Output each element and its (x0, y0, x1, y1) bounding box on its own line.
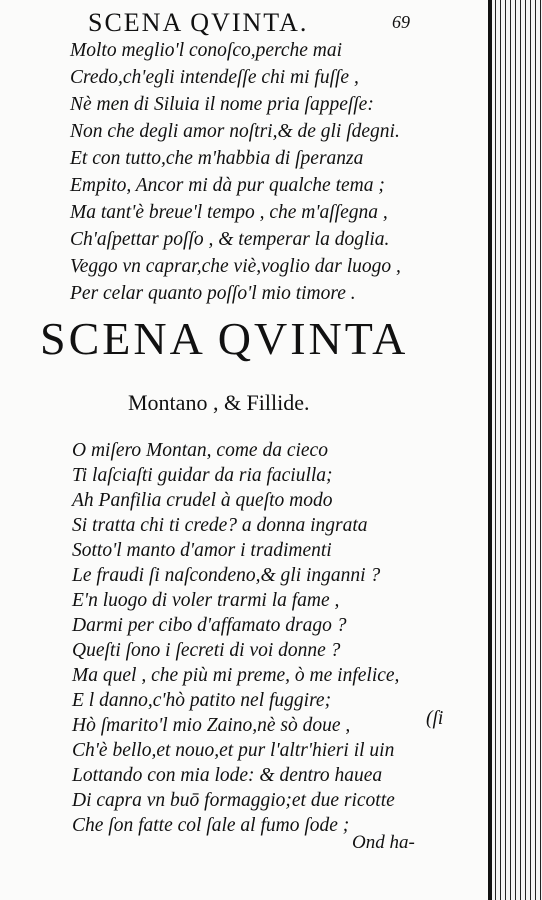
verse-line: Et con tutto,che m'habbia di ſperanza (70, 148, 364, 169)
verse-line: Lottando con mia lode: & dentro hauea (72, 765, 383, 786)
verse-line: Ti laſciaſti guidar da ria faciulla; (72, 465, 333, 486)
book-page-edge (488, 0, 542, 900)
verse-line: Non che degli amor noſtri,& de gli ſdegni. (70, 121, 400, 142)
verse-line: Ah Panfilia crudel à queſto modo (72, 490, 333, 511)
verse-line: Darmi per cibo d'affamato drago ? (72, 615, 347, 636)
verse-line: Ma tant'è breue'l tempo , che m'aſſegna , (70, 202, 388, 223)
speakers-line: Montano , & Fillide. (128, 390, 310, 415)
verse-line: O miſero Montan, come da cieco (72, 440, 328, 461)
verse-line: Queſti ſono i ſecreti di voi donne ? (72, 640, 341, 661)
turnover: (ſi (426, 708, 444, 729)
verse-line: Nè men di Siluia il nome pria ſappeſſe: (70, 94, 374, 115)
running-head: SCENA QVINTA. (88, 8, 309, 37)
verse-line: E l danno,c'hò patito nel fuggire; (72, 690, 332, 711)
verse-line: Per celar quanto poſſo'l mio timore . (70, 283, 356, 304)
page-number: 69 (392, 12, 410, 32)
verse-line: Si tratta chi ti crede? a donna ingrata (72, 515, 368, 536)
catchword: Ond ha- (352, 832, 415, 853)
verse-line: Di capra vn buō formaggio;et due ricotte (72, 790, 395, 811)
verse-line: Ma quel , che più mi preme, ò me infelice, (72, 665, 400, 686)
verse-line: Ch'è bello,et nouo,et pur l'altr'hieri il uin (72, 740, 395, 761)
verse-line: Le fraudi ſi naſcondeno,& gli inganni ? (72, 565, 381, 586)
verse-line: Empito, Ancor mi dà pur qualche tema ; (70, 175, 385, 196)
verse-line: Molto meglio'l conoſco,perche mai (70, 40, 343, 61)
verse-line: Credo,ch'egli intendeſſe chi mi fuſſe , (70, 67, 359, 88)
verse-line: Che ſon fatte col ſale al fumo ſode ; (72, 815, 350, 836)
verse-line: Sotto'l manto d'amor i tradimenti (72, 540, 332, 561)
verse-line: Ch'aſpettar poſſo , & temperar la doglia. (70, 229, 390, 250)
verse-line: Veggo vn caprar,che viè,voglio dar luogo , (70, 256, 401, 277)
verse-line: E'n luogo di voler trarmi la fame , (72, 590, 340, 611)
verse-line: Hò ſmarito'l mio Zaino,nè sò doue , (72, 715, 351, 736)
scene-title: SCENA QVINTA (40, 313, 409, 364)
